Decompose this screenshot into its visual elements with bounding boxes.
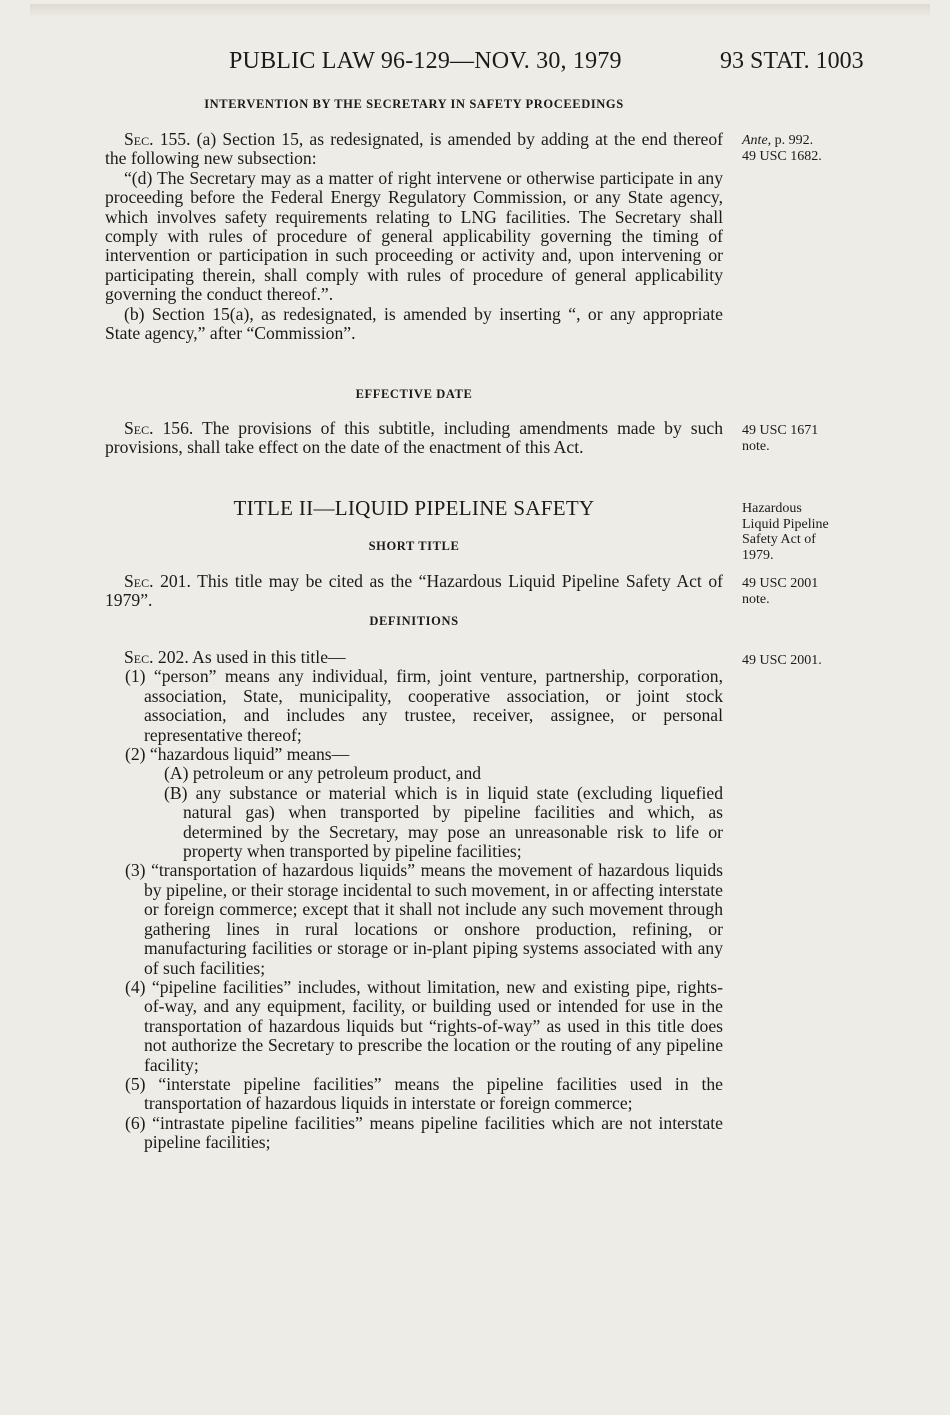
sec201-paragraph xyxy=(105,572,723,611)
margin-note-1671 xyxy=(742,423,818,454)
definition-hazardous-liquid: (2) “hazardous liquid” means— xyxy=(125,744,350,765)
definition-hazardous-liquid-a: (A) petroleum or any petroleum product, and xyxy=(164,763,482,784)
definition-person: (1) “person” means any individual, firm, joint venture, partnership, corporation, association, State, municipality, cooperative association, or joint stock association, and includes any trustee, receiver, assignee, or personal representative thereof; xyxy=(125,666,723,745)
margin-note-short-title-line3: Safety Act of xyxy=(742,532,816,547)
sec201-paragraph-text: 201. This title may be cited as the “Hazardous Liquid Pipeline Safety Act of 1979”. xyxy=(105,571,723,611)
section-202-body xyxy=(105,648,723,1153)
margin-note-ante-line xyxy=(742,133,822,149)
section-201-body xyxy=(105,572,723,611)
sec-label: Sec. xyxy=(124,571,154,591)
sec-label: Sec. xyxy=(124,129,154,149)
sec156-paragraph-text: 156. The provisions of this subtitle, including amendments made by such provisions, shall take effect on the date of the enactment of this Act. xyxy=(105,418,723,458)
margin-note-2001-line1: 49 USC 2001 xyxy=(742,576,819,591)
margin-note-1671-line1: 49 USC 1671 xyxy=(742,423,819,438)
sec156-paragraph xyxy=(105,419,723,458)
running-header-stat-page: 93 STAT. 1003 xyxy=(720,48,864,74)
sec-label: Sec. xyxy=(124,647,154,667)
section-155-body xyxy=(105,130,723,343)
definition-intrastate-facilities: (6) “intrastate pipeline facilities” means pipeline facilities which are not interstate pipeline facilities; xyxy=(125,1112,723,1153)
section-heading-effective-date: EFFECTIVE DATE xyxy=(355,387,473,401)
section-156-body xyxy=(105,419,723,458)
margin-note-short-title xyxy=(742,501,829,563)
sec202-intro-text: 202. As used in this title— xyxy=(153,647,346,667)
section-heading-intervention: INTERVENTION BY THE SECRETARY IN SAFETY PROCEEDINGS xyxy=(204,97,624,111)
definition-interstate-facilities: (5) “interstate pipeline facilities” means the pipeline facilities used in the transportation of hazardous liquids in interstate or foreign commerce; xyxy=(125,1073,723,1114)
sec202-intro xyxy=(105,648,723,667)
margin-note-2001-line2: note. xyxy=(742,591,770,607)
sec155-paragraph-a-text: 155. (a) Section 15, as redesignated, is amended by adding at the end thereof the following new subsection: xyxy=(105,129,723,169)
title-ii-heading: TITLE II—LIQUID PIPELINE SAFETY xyxy=(233,496,595,520)
margin-note-short-title-line2: Liquid Pipeline xyxy=(742,516,829,532)
definition-pipeline-facilities: (4) “pipeline facilities” includes, without limitation, new and existing pipe, rights-of-way, and any equipment, facility, or building used or intended for use in the transportation of hazardous liquids but “rights-of-way” as used in this title does not authorize the Secretary to prescribe the location or the routing of any pipeline facility; xyxy=(125,976,723,1075)
margin-note-2001: 49 USC 2001. xyxy=(742,653,822,668)
sec155-paragraph-a xyxy=(105,130,723,169)
sec155-paragraph-b: (b) Section 15(a), as redesignated, is amended by inserting “, or any appropriate State agency,” after “Commission”. xyxy=(105,303,723,344)
margin-note-ante-italic: Ante, xyxy=(742,133,772,148)
margin-note-ante-page: p. 992. xyxy=(771,133,814,148)
definition-hazardous-liquid-b: (B) any substance or material which is in liquid state (excluding liquefied natural gas) when transported by pipeline facilities and which, as determined by the Secretary, may pose an unreasonable risk to life or property when transported by pipeline facilities; xyxy=(164,782,723,862)
scan-edge-shadow xyxy=(30,4,930,18)
running-header-law: PUBLIC LAW 96-129—NOV. 30, 1979 xyxy=(229,48,622,74)
sec155-paragraph-d: “(d) The Secretary may as a matter of right intervene or otherwise participate in any proceeding before the Federal Energy Regulatory Commission, or any State agency, which involves safety requirements relating to LNG facilities. The Secretary shall comply with rules of procedure of general applicability governing the timing of intervention or participation in such proceeding or activity and, upon intervening or participating therein, shall comply with rules of procedure of general applicability governing the conduct thereof.”. xyxy=(105,167,723,305)
margin-note-2001-note xyxy=(742,576,818,607)
margin-note-ante xyxy=(742,133,822,164)
margin-note-1671-line2: note. xyxy=(742,438,770,454)
sec-label: Sec. xyxy=(124,418,154,438)
section-heading-definitions: DEFINITIONS xyxy=(369,614,459,628)
margin-note-usc-1682: 49 USC 1682. xyxy=(742,148,822,164)
margin-note-short-title-line4: 1979. xyxy=(742,547,774,563)
section-heading-short-title: SHORT TITLE xyxy=(368,539,460,553)
margin-note-short-title-line1: Hazardous xyxy=(742,501,802,516)
definition-transportation: (3) “transportation of hazardous liquids” means the movement of hazardous liquids by pipeline, or their storage incidental to such movement, in or affecting interstate or foreign commerce; except that it shall not include any such movement through gathering lines in rural locations or onshore production, refining, or manufacturing facilities or storage or in-plant piping systems associated with any of such facilities; xyxy=(125,860,723,978)
